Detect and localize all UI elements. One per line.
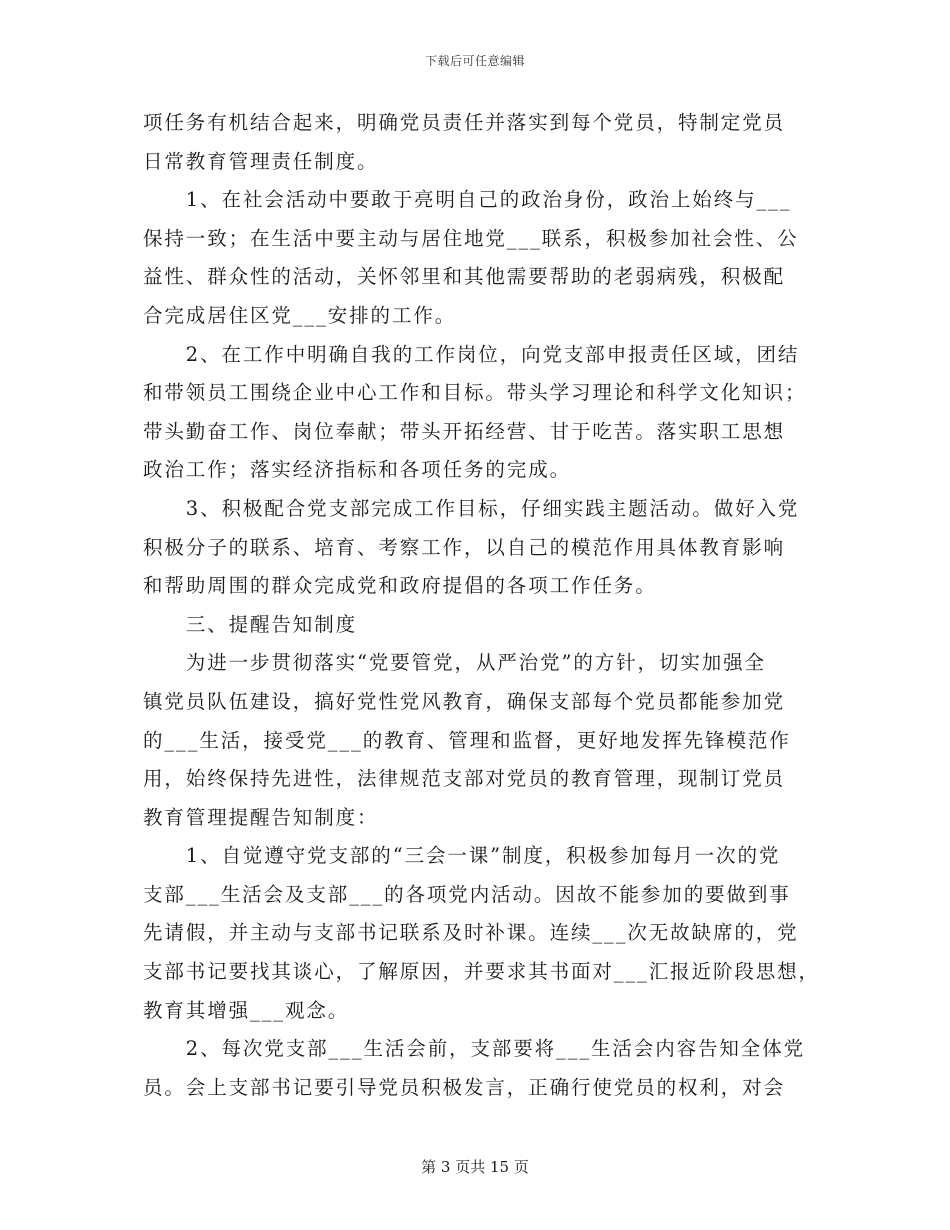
text-line: 员。会上支部书记要引导党员积极发言，正确行使党员的权利，对会 bbox=[143, 1075, 786, 1099]
text-line: 先请假，并主动与支部书记联系及时补课。连续___次无故缺席的，党 bbox=[143, 921, 799, 945]
text-line: 积极分子的联系、培育、考察工作，以自己的模范作用具体教育影响 bbox=[143, 535, 786, 559]
text-line: 益性、群众性的活动，关怀邻里和其他需要帮助的老弱病残，积极配 bbox=[143, 265, 786, 289]
text-line: 保持一致；在生活中要主动与居住地党___联系，积极参加社会性、公 bbox=[143, 226, 799, 250]
text-line: 用，始终保持先进性，法律规范支部对党员的教育管理，现制订党员 bbox=[143, 767, 786, 791]
text-line: 2、每次党支部___生活会前，支部要将___生活会内容告知全体党 bbox=[143, 1037, 806, 1061]
page-header: 下载后可任意编辑 bbox=[424, 54, 525, 68]
text-line: 3、积极配合党支部完成工作目标，仔细实践主题活动。做好入党 bbox=[143, 496, 800, 520]
text-line: 支部书记要找其谈心，了解原因，并要求其书面对___汇报近阶段思想， bbox=[143, 960, 820, 984]
text-line: 带头勤奋工作、岗位奉献；带头开拓经营、甘于吃苦。落实职工思想 bbox=[143, 419, 786, 443]
text-line: 2、在工作中明确自我的工作岗位，向党支部申报责任区域，团结 bbox=[143, 342, 800, 366]
text-line: 政治工作；落实经济指标和各项任务的完成。 bbox=[143, 458, 572, 482]
text-line: 项任务有机结合起来，明确党员责任并落实到每个党员，特制定党员 bbox=[143, 111, 786, 134]
text-line: 日常教育管理责任制度。 bbox=[143, 149, 379, 173]
page-footer: 第 3 页共 15 页 bbox=[421, 1158, 529, 1176]
text-line: 和带领员工围绕企业中心工作和目标。带头学习理论和科学文化知识； bbox=[143, 381, 807, 405]
text-line: 教育管理提醒告知制度： bbox=[143, 805, 379, 829]
text-line: 1、在社会活动中要敢于亮明自己的政治身份，政治上始终与___ bbox=[143, 188, 792, 212]
text-line: 为进一步贯彻落实“党要管党，从严治党”的方针，切实加强全 bbox=[143, 651, 766, 675]
text-line: 合完成居住区党___安排的工作。 bbox=[143, 303, 457, 327]
text-line: 1、自觉遵守党支部的“三会一课”制度，积极参加每月一次的党 bbox=[143, 844, 781, 868]
text-line: 支部___生活会及支部___的各项党内活动。因故不能参加的要做到事 bbox=[143, 882, 791, 906]
document-body bbox=[143, 104, 820, 1107]
text-line: 和帮助周围的群众完成党和政府提倡的各项工作任务。 bbox=[143, 574, 657, 598]
text-line: 的___生活，接受党___的教育、管理和监督，更好地发挥先锋模范作 bbox=[143, 728, 791, 752]
text-line: 教育其增强___观念。 bbox=[143, 998, 350, 1022]
text-line: 镇党员队伍建设，搞好党性党风教育，确保支部每个党员都能参加党 bbox=[143, 689, 786, 713]
section-heading: 三、提醒告知制度 bbox=[143, 612, 358, 636]
